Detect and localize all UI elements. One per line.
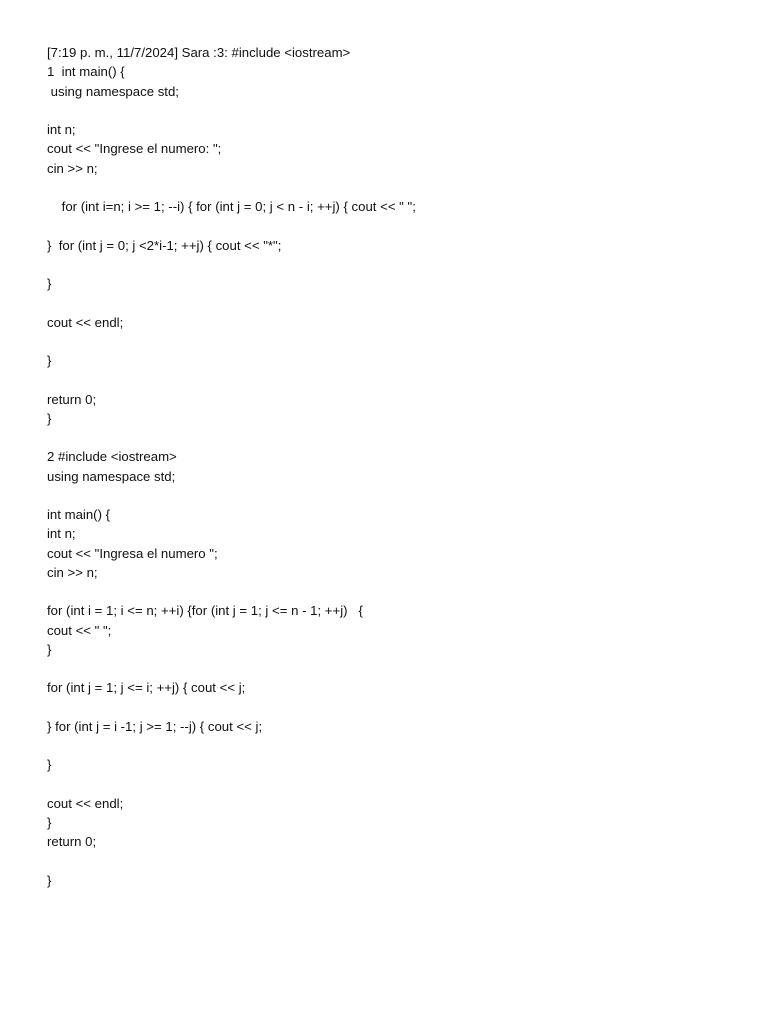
text-line <box>47 255 747 274</box>
document-body <box>47 43 747 890</box>
text-line: } <box>47 815 52 830</box>
text-line: 2 #include <iostream> <box>47 449 177 465</box>
text-line <box>47 775 747 794</box>
text-line <box>47 293 747 312</box>
text-line: } for (int j = 0; j <2*i-1; ++j) { cout << "*"; <box>47 237 282 253</box>
text-line <box>47 736 747 755</box>
text-line: cout << "Ingrese el numero: "; <box>47 141 222 157</box>
text-line <box>47 659 747 678</box>
text-line <box>47 486 747 505</box>
text-line: using namespace std; <box>47 83 179 99</box>
text-line <box>47 101 747 120</box>
text-line: cout << endl; <box>47 314 124 330</box>
text-line: } <box>47 353 52 368</box>
text-line: int n; <box>47 526 76 542</box>
text-line: int n; <box>47 122 76 137</box>
text-line <box>47 370 747 389</box>
text-line: for (int i = 1; i <= n; ++i) {for (int j = 1; j <= n - 1; ++j) { <box>47 603 363 619</box>
text-line: } <box>47 641 52 657</box>
text-line: } <box>47 410 52 426</box>
text-line: for (int i=n; i >= 1; --i) { for (int j = 0; j < n - i; ++j) { cout << " "; <box>47 199 416 214</box>
text-line: [7:19 p. m., 11/7/2024] Sara :3: #include <iostream> <box>47 45 351 60</box>
text-line: } for (int j = i -1; j >= 1; --j) { cout << j; <box>47 718 263 734</box>
text-line <box>47 178 747 197</box>
text-line: return 0; <box>47 834 97 850</box>
text-line: cin >> n; <box>47 160 98 176</box>
text-line <box>47 852 747 871</box>
text-line: 1 int main() { <box>47 64 125 80</box>
text-line: } <box>47 757 52 773</box>
text-line <box>47 428 747 447</box>
text-line: using namespace std; <box>47 468 176 484</box>
text-line: } <box>47 276 52 291</box>
text-line: cin >> n; <box>47 564 98 580</box>
text-line: for (int j = 1; j <= i; ++j) { cout << j; <box>47 680 246 696</box>
text-line: int main() { <box>47 507 111 522</box>
text-line <box>47 698 747 717</box>
text-line: cout << "Ingresa el numero "; <box>47 545 218 561</box>
text-line: return 0; <box>47 391 97 407</box>
text-line: cout << " "; <box>47 622 112 638</box>
text-line: } <box>47 872 52 888</box>
text-line <box>47 582 747 601</box>
text-line <box>47 332 747 351</box>
text-line: cout << endl; <box>47 795 124 811</box>
text-line <box>47 216 747 235</box>
